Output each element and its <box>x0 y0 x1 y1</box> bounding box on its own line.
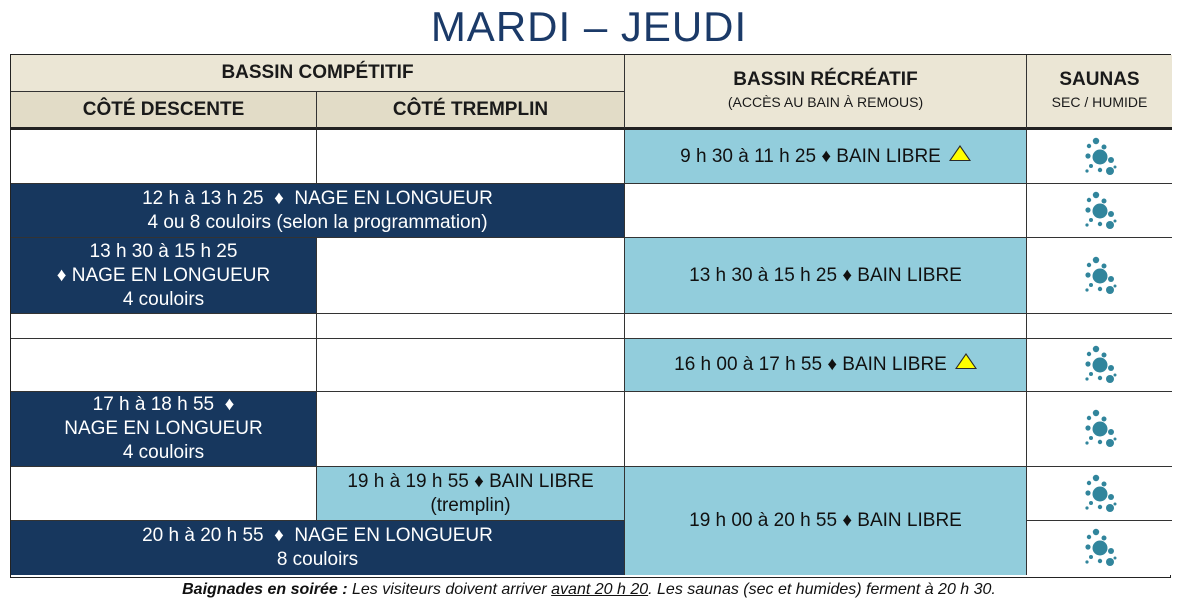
empty-cell <box>317 130 625 184</box>
comp-slot-4-line2: 8 couloirs <box>276 549 359 570</box>
sauna-bubbles-icon <box>1082 256 1118 296</box>
sauna-bubbles-icon <box>1082 137 1118 177</box>
tremplin-slot-1-line1: 19 h à 19 h 55 ♦ BAIN LIBRE <box>347 470 594 492</box>
header-recreational <box>625 55 1027 130</box>
sauna-bubbles-icon <box>1082 474 1118 514</box>
comp-slot-4 <box>11 521 625 575</box>
rec-slot-3 <box>625 339 1027 392</box>
sauna-bubbles-icon <box>1082 345 1118 385</box>
rec-slot-3-text: 16 h 00 à 17 h 55 ♦ BAIN LIBRE <box>674 354 947 375</box>
sauna-cell <box>1027 392 1172 467</box>
empty-cell <box>11 130 317 184</box>
rec-slot-2-text: 13 h 30 à 15 h 25 ♦ BAIN LIBRE <box>689 264 962 286</box>
rec-slot-2 <box>625 238 1027 314</box>
sauna-cell <box>1027 130 1172 184</box>
rec-slot-4-text: 19 h 00 à 20 h 55 ♦ BAIN LIBRE <box>689 510 962 531</box>
sauna-cell <box>1027 339 1172 392</box>
rec-slot-1-text: 9 h 30 à 11 h 25 ♦ BAIN LIBRE <box>680 145 941 167</box>
empty-cell <box>317 238 625 314</box>
empty-cell <box>317 339 625 392</box>
schedule-table <box>10 54 1171 578</box>
sauna-cell <box>1027 521 1172 575</box>
header-descente: CÔTÉ DESCENTE <box>11 92 317 130</box>
footer-text1: Les visiteurs doivent arriver <box>347 581 552 598</box>
empty-cell <box>317 392 625 467</box>
empty-cell <box>317 314 625 339</box>
footer-underlined: avant 20 h 20 <box>551 581 649 598</box>
comp-slot-1-line1: 12 h à 13 h 25 ♦ NAGE EN LONGUEUR <box>142 187 493 209</box>
sauna-bubbles-icon <box>1082 409 1118 449</box>
rec-slot-1 <box>625 130 1027 184</box>
sauna-bubbles-icon <box>1082 528 1118 568</box>
comp-slot-1 <box>11 184 625 238</box>
header-recreational-sub: (ACCÈS AU BAIN À REMOUS) <box>727 94 924 110</box>
header-saunas <box>1027 55 1172 130</box>
header-saunas-title: SAUNAS <box>1059 69 1140 90</box>
empty-cell <box>11 314 317 339</box>
comp-slot-4-line1: 20 h à 20 h 55 ♦ NAGE EN LONGUEUR <box>142 525 493 546</box>
header-competitive: BASSIN COMPÉTITIF <box>11 55 625 92</box>
comp-slot-2-line1: 13 h 30 à 15 h 25 <box>89 240 238 262</box>
page-title: MARDI – JEUDI <box>430 3 748 50</box>
empty-cell <box>11 339 317 392</box>
warning-triangle-icon <box>955 353 977 369</box>
rec-slot-4 <box>625 467 1027 575</box>
comp-slot-2 <box>11 238 317 314</box>
tremplin-slot-1 <box>317 467 625 521</box>
tremplin-slot-1-line2: (tremplin) <box>430 494 511 516</box>
sauna-bubbles-icon <box>1082 191 1118 231</box>
header-saunas-sub: SEC / HUMIDE <box>1051 94 1148 110</box>
empty-cell <box>625 184 1027 238</box>
empty-cell <box>1027 314 1172 339</box>
sauna-cell <box>1027 184 1172 238</box>
sauna-cell <box>1027 467 1172 521</box>
empty-cell <box>625 314 1027 339</box>
header-recreational-title: BASSIN RÉCRÉATIF <box>733 69 918 90</box>
header-tremplin: CÔTÉ TREMPLIN <box>317 92 625 130</box>
sauna-cell <box>1027 238 1172 314</box>
comp-slot-3 <box>11 392 317 467</box>
empty-cell <box>11 467 317 521</box>
comp-slot-3-line1: 17 h à 18 h 55 ♦ <box>92 394 235 415</box>
comp-slot-3-line3: 4 couloirs <box>122 442 205 463</box>
comp-slot-1-line2: 4 ou 8 couloirs (selon la programmation) <box>147 211 488 233</box>
empty-cell <box>625 392 1027 467</box>
warning-triangle-icon <box>949 145 971 161</box>
comp-slot-2-line3: 4 couloirs <box>122 288 205 310</box>
footer-note <box>0 581 1178 599</box>
footer-bold: Baignades en soirée : <box>182 581 348 598</box>
comp-slot-2-line2: ♦ NAGE EN LONGUEUR <box>56 264 271 286</box>
footer-text2: . Les saunas (sec et humides) ferment à 20 h 30. <box>648 581 996 598</box>
comp-slot-3-line2: NAGE EN LONGUEUR <box>64 418 263 439</box>
